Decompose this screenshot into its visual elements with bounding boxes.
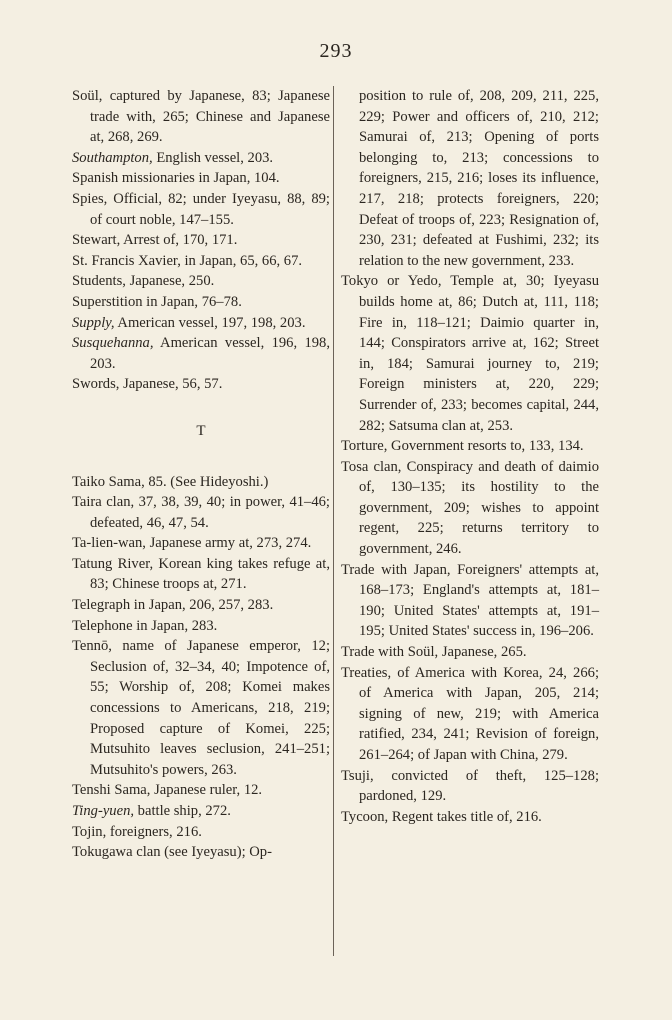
index-entry — [72, 780, 330, 801]
index-entry — [72, 533, 330, 554]
entry-text: Tenshi Sama, Japanese ruler, 12. — [72, 782, 263, 799]
entry-text: Tojin, foreigners, 216. — [72, 823, 202, 840]
index-entry — [341, 457, 599, 560]
index-entry — [341, 271, 599, 436]
section-letter: T — [196, 422, 206, 439]
entry-text: Taira clan, 37, 38, 39, 40; in power, 41–46; defeated, 46, 47, 54. — [72, 494, 330, 531]
index-group-s — [72, 86, 330, 395]
entry-text: American vessel, 197, 198, 203. — [114, 314, 306, 331]
index-entry — [341, 436, 599, 457]
index-entry — [72, 251, 330, 272]
index-entry — [72, 554, 330, 595]
continued-entry: position to rule of, 208, 209, 211, 225, 229; Power and officers of, 210, 212; Samurai of, 213; Opening of ports belonging to, 213; concessions to foreigners, 215, 216; loses its influence, 217, 218; protects foreigners, 220; Defeat of troops of, 223; Resignation of, 230, 231; defeated at Fushimi, 232; its relation to the new government, 233. — [359, 88, 599, 269]
entry-text: Swords, Japanese, 56, 57. — [72, 376, 223, 393]
index-entry — [72, 492, 330, 533]
entry-text: Telephone in Japan, 283. — [72, 617, 218, 634]
index-entry — [72, 333, 330, 374]
index-entry — [341, 663, 599, 766]
index-entry — [341, 642, 599, 663]
entry-text: Taiko Sama, 85. (See Hideyoshi.) — [72, 473, 269, 490]
entry-text: Spanish missionaries in Japan, 104. — [72, 170, 280, 187]
entry-text: English vessel, 203. — [152, 149, 274, 166]
left-column — [72, 86, 330, 863]
index-entry — [72, 230, 330, 251]
entry-text: Telegraph in Japan, 206, 257, 283. — [72, 597, 274, 614]
index-entry — [72, 595, 330, 616]
entry-text: Torture, Government resorts to, 133, 134. — [341, 438, 584, 455]
entry-text: Spies, Official, 82; under Iyeyasu, 88, 89; of court noble, 147–155. — [72, 190, 330, 228]
index-entry — [72, 189, 330, 230]
entry-text: Trade with Soül, Japanese, 265. — [341, 644, 527, 661]
entry-vessel-name: Supply, — [72, 314, 115, 331]
index-entry — [72, 801, 330, 822]
index-entry — [341, 766, 599, 807]
entry-vessel-name: Susquehanna, — [72, 335, 154, 352]
index-group-t — [72, 472, 330, 863]
entry-text: Treaties, of America with Korea, 24, 266; of America with Japan, 205, 214; signing of new, 219; with America ratified, 234, 241; Revision of foreign, 261–264; of Japan with China, 279. — [341, 664, 599, 763]
entry-text: Superstition in Japan, 76–78. — [72, 293, 242, 310]
entry-text: Tennō, name of Japanese emperor, 12; Seclusion of, 32–34, 40; Impotence of, 55; Worship of, 208; Komei makes concessions to Americans, 218, 219; Proposed capture of Komei, 225; Mutsuhito leaves seclusion, 241–251; Mutsuhito's powers, 263. — [72, 638, 330, 778]
index-entry — [72, 148, 330, 169]
entry-vessel-name: Ting-yuen, — [72, 803, 135, 819]
entry-text: Tokyo or Yedo, Temple at, 30; Iyeyasu builds home at, 86; Dutch at, 111, 118; Fire in, 118–121; Daimio quarter in, 144; Conspirators arrive at, 162; Street in, 184; Samurai journey to, 219; Foreign ministers at, 220, 229; Surrender of, 233; becomes capital, 244, 282; Satsuma clan at, 253. — [341, 273, 599, 434]
index-group-t-continued — [341, 271, 599, 827]
entry-text: Students, Japanese, 250. — [72, 273, 215, 290]
entry-text: Tosa clan, Conspiracy and death of daimio of, 130–135; its hostility to the government, 209; wishes to appoint regent, 225; returns territory to government, 246. — [341, 458, 599, 558]
entry-text: Ta-lien-wan, Japanese army at, 273, 274. — [72, 535, 312, 552]
index-entry — [341, 560, 599, 642]
entry-text: Soül, captured by Japanese, 83; Japanese trade with, 265; Chinese and Japanese at, 268, 269. — [72, 88, 330, 146]
entry-text: Tatung River, Korean king takes refuge at, 83; Chinese troops at, 271. — [72, 555, 330, 593]
entry-text: Tycoon, Regent takes title of, 216. — [341, 808, 542, 825]
right-column — [341, 86, 599, 827]
column-divider — [333, 86, 334, 956]
index-entry — [72, 636, 330, 780]
entry-text: Tsuji, convicted of theft, 125–128; pardoned, 129. — [341, 767, 599, 805]
index-entry — [72, 313, 330, 334]
page-number: 293 — [319, 40, 353, 62]
index-entry — [72, 86, 330, 148]
entry-text: St. Francis Xavier, in Japan, 65, 66, 67. — [72, 252, 303, 269]
index-entry — [72, 271, 330, 292]
index-entry — [341, 807, 599, 828]
index-entry — [72, 374, 330, 395]
entry-text: battle ship, 272. — [134, 803, 231, 819]
entry-text: Trade with Japan, Foreigners' attempts at, 168–173; England's attempts at, 181–190; United States' attempts at, 191–195; United States' success in, 196–206. — [341, 561, 599, 640]
index-entry — [72, 168, 330, 189]
entry-text: Stewart, Arrest of, 170, 171. — [72, 232, 238, 249]
entry-text: American vessel, 196, 198, 203. — [90, 335, 330, 372]
index-entry — [72, 472, 330, 493]
entry-vessel-name: Southampton, — [72, 149, 153, 166]
index-entry — [72, 292, 330, 313]
index-entry — [72, 822, 330, 843]
entry-text: Tokugawa clan (see Iyeyasu); Op- — [72, 844, 272, 861]
index-entry — [72, 842, 330, 863]
index-entry — [72, 616, 330, 637]
